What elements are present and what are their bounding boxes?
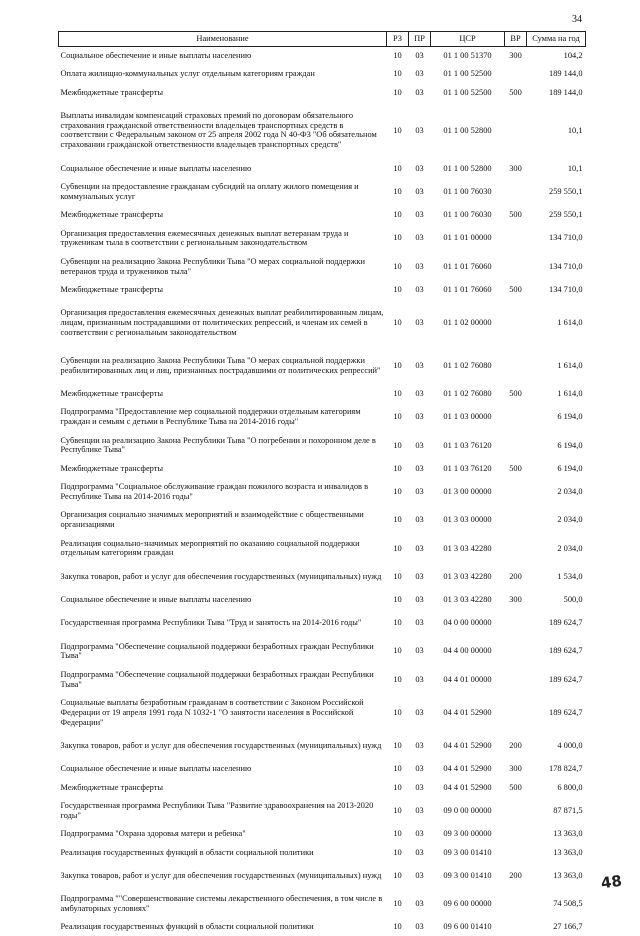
cell-vr: [505, 224, 527, 252]
table-row: [59, 385, 586, 403]
header-pr: ПР: [409, 32, 431, 47]
cell-pr: 03: [409, 460, 431, 478]
cell-name: Социальное обеспечение и иные выплаты населению: [59, 47, 387, 65]
table-row: [59, 281, 586, 299]
cell-vr: [505, 403, 527, 431]
table-row: [59, 299, 586, 347]
cell-csr: 04 4 00 00000: [431, 637, 505, 665]
cell-name: Межбюджетные трансферты: [59, 83, 387, 101]
cell-pr: 03: [409, 890, 431, 918]
cell-csr: 09 6 00 00000: [431, 890, 505, 918]
cell-pr: 03: [409, 403, 431, 431]
cell-pr: 03: [409, 637, 431, 665]
cell-csr: 09 3 00 01410: [431, 862, 505, 890]
cell-rz: 10: [387, 534, 409, 562]
cell-pr: 03: [409, 609, 431, 637]
cell-pr: 03: [409, 347, 431, 385]
cell-rz: 10: [387, 65, 409, 83]
cell-sum: 10,1: [527, 159, 586, 177]
header-name: Наименование: [59, 32, 387, 47]
cell-csr: 01 1 01 00000: [431, 224, 505, 252]
cell-vr: 300: [505, 47, 527, 65]
cell-pr: 03: [409, 563, 431, 591]
cell-sum: 134 710,0: [527, 252, 586, 280]
table-row: [59, 732, 586, 760]
cell-sum: 6 194,0: [527, 460, 586, 478]
cell-name: Субвенции на реализацию Закона Республики Тыва "О мерах социальной поддержки реабилитированных лиц и лиц, признанных пострадавшими от политических репрессий": [59, 347, 387, 385]
table-row: [59, 609, 586, 637]
cell-name: Государственная программа Республики Тыва "Труд и занятость на 2014-2016 годы": [59, 609, 387, 637]
cell-csr: 09 6 00 01410: [431, 918, 505, 936]
table-row: [59, 563, 586, 591]
cell-pr: 03: [409, 178, 431, 206]
cell-rz: 10: [387, 918, 409, 936]
cell-name: Социальные выплаты безработным гражданам в соответствии с Законом Российской Федерации от 19 апреля 1991 года N 1032-1 "О занятости населения в Российской Федерации": [59, 694, 387, 732]
cell-sum: 189 144,0: [527, 83, 586, 101]
table-row: [59, 47, 586, 65]
cell-vr: 200: [505, 732, 527, 760]
cell-csr: 04 4 01 52900: [431, 760, 505, 778]
cell-name: Межбюджетные трансферты: [59, 778, 387, 796]
cell-vr: [505, 609, 527, 637]
cell-vr: [505, 102, 527, 160]
cell-pr: 03: [409, 206, 431, 224]
table-row: [59, 665, 586, 693]
table-row: [59, 918, 586, 936]
cell-sum: 74 508,5: [527, 890, 586, 918]
cell-vr: [505, 797, 527, 825]
cell-pr: 03: [409, 918, 431, 936]
cell-sum: 13 363,0: [527, 825, 586, 843]
cell-pr: 03: [409, 159, 431, 177]
page-number: 34: [572, 14, 582, 25]
cell-pr: 03: [409, 843, 431, 861]
cell-rz: 10: [387, 637, 409, 665]
cell-rz: 10: [387, 862, 409, 890]
cell-rz: 10: [387, 506, 409, 534]
cell-csr: 01 1 03 76120: [431, 431, 505, 459]
cell-sum: 189 624,7: [527, 609, 586, 637]
cell-sum: 178 824,7: [527, 760, 586, 778]
table-row: [59, 178, 586, 206]
table-row: [59, 65, 586, 83]
cell-csr: 01 1 00 52800: [431, 102, 505, 160]
cell-rz: 10: [387, 159, 409, 177]
table-row: [59, 825, 586, 843]
cell-rz: 10: [387, 431, 409, 459]
cell-sum: 189 144,0: [527, 65, 586, 83]
cell-pr: 03: [409, 385, 431, 403]
cell-csr: 01 1 00 51370: [431, 47, 505, 65]
cell-csr: 01 3 03 42280: [431, 591, 505, 609]
cell-name: Выплаты инвалидам компенсаций страховых премий по договорам обязательного страхования гражданской ответственности владельцев транспортных средств в соответствии с Федеральным законом от 25 апреля 2002 года N 40-ФЗ "Об обязательном страховании гражданской ответственности владельцев транспортных средств": [59, 102, 387, 160]
cell-vr: [505, 252, 527, 280]
cell-pr: 03: [409, 431, 431, 459]
table-row: [59, 506, 586, 534]
cell-name: Социальное обеспечение и иные выплаты населению: [59, 760, 387, 778]
cell-vr: [505, 478, 527, 506]
cell-name: Межбюджетные трансферты: [59, 385, 387, 403]
cell-vr: [505, 299, 527, 347]
cell-rz: 10: [387, 694, 409, 732]
cell-pr: 03: [409, 65, 431, 83]
cell-vr: [505, 843, 527, 861]
cell-csr: 01 1 01 76060: [431, 281, 505, 299]
table-row: [59, 347, 586, 385]
cell-name: Подпрограмма "Обеспечение социальной поддержки безработных граждан Республики Тыва": [59, 665, 387, 693]
cell-rz: 10: [387, 206, 409, 224]
cell-pr: 03: [409, 665, 431, 693]
cell-rz: 10: [387, 563, 409, 591]
table-row: [59, 224, 586, 252]
cell-vr: [505, 347, 527, 385]
cell-pr: 03: [409, 591, 431, 609]
cell-rz: 10: [387, 281, 409, 299]
cell-sum: 104,2: [527, 47, 586, 65]
cell-name: Субвенции на реализацию Закона Республики Тыва "О мерах социальной поддержки ветеранов труда и тружеников тыла": [59, 252, 387, 280]
table-header-row: [59, 32, 586, 47]
cell-rz: 10: [387, 102, 409, 160]
header-csr: ЦСР: [431, 32, 505, 47]
table-row: [59, 252, 586, 280]
cell-vr: [505, 825, 527, 843]
cell-sum: 1 614,0: [527, 347, 586, 385]
cell-pr: 03: [409, 252, 431, 280]
cell-rz: 10: [387, 843, 409, 861]
cell-rz: 10: [387, 178, 409, 206]
cell-vr: 500: [505, 206, 527, 224]
cell-name: Социальное обеспечение и иные выплаты населению: [59, 159, 387, 177]
cell-vr: 500: [505, 460, 527, 478]
cell-csr: 01 1 03 00000: [431, 403, 505, 431]
cell-csr: 01 1 00 52500: [431, 65, 505, 83]
cell-pr: 03: [409, 825, 431, 843]
table-row: [59, 159, 586, 177]
cell-csr: 01 1 02 76080: [431, 347, 505, 385]
cell-rz: 10: [387, 385, 409, 403]
cell-csr: 09 0 00 00000: [431, 797, 505, 825]
cell-name: Организация предоставления ежемесячных денежных выплат ветеранам труда и труженикам тыла в соответствии с региональным законодательством: [59, 224, 387, 252]
cell-csr: 04 4 01 52900: [431, 694, 505, 732]
cell-name: Субвенции на реализацию Закона Республики Тыва "О погребении и похоронном деле в Республике Тыва": [59, 431, 387, 459]
cell-sum: 87 871,5: [527, 797, 586, 825]
cell-rz: 10: [387, 591, 409, 609]
cell-csr: 04 4 01 00000: [431, 665, 505, 693]
cell-vr: [505, 431, 527, 459]
cell-vr: [505, 665, 527, 693]
cell-rz: 10: [387, 609, 409, 637]
cell-rz: 10: [387, 299, 409, 347]
cell-name: Межбюджетные трансферты: [59, 206, 387, 224]
cell-csr: 01 3 03 00000: [431, 506, 505, 534]
cell-csr: 01 1 00 52500: [431, 83, 505, 101]
table-row: [59, 102, 586, 160]
cell-name: Организация предоставления ежемесячных денежных выплат реабилитированным лицам, лицам, признанным пострадавшими от политических репрессий, и членам их семей в соответствии с региональным законодательством: [59, 299, 387, 347]
cell-rz: 10: [387, 47, 409, 65]
cell-pr: 03: [409, 862, 431, 890]
cell-csr: 04 0 00 00000: [431, 609, 505, 637]
cell-csr: 01 1 00 76030: [431, 178, 505, 206]
cell-pr: 03: [409, 299, 431, 347]
cell-rz: 10: [387, 252, 409, 280]
cell-sum: 189 624,7: [527, 694, 586, 732]
cell-rz: 10: [387, 224, 409, 252]
header-rz: РЗ: [387, 32, 409, 47]
cell-sum: 189 624,7: [527, 637, 586, 665]
cell-vr: 300: [505, 159, 527, 177]
cell-vr: [505, 890, 527, 918]
cell-sum: 6 800,0: [527, 778, 586, 796]
table-row: [59, 403, 586, 431]
cell-vr: [505, 534, 527, 562]
cell-sum: 1 614,0: [527, 299, 586, 347]
cell-pr: 03: [409, 797, 431, 825]
cell-csr: 01 1 02 00000: [431, 299, 505, 347]
table-row: [59, 797, 586, 825]
cell-csr: 09 3 00 01410: [431, 843, 505, 861]
cell-sum: 1 534,0: [527, 563, 586, 591]
table-row: [59, 637, 586, 665]
cell-pr: 03: [409, 478, 431, 506]
cell-sum: 10,1: [527, 102, 586, 160]
table-row: [59, 591, 586, 609]
cell-rz: 10: [387, 347, 409, 385]
cell-name: Оплата жилищно-коммунальных услуг отдельным категориям граждан: [59, 65, 387, 83]
cell-name: Закупка товаров, работ и услуг для обеспечения государственных (муниципальных) нужд: [59, 563, 387, 591]
cell-csr: 01 1 03 76120: [431, 460, 505, 478]
cell-sum: 189 624,7: [527, 665, 586, 693]
cell-name: Закупка товаров, работ и услуг для обеспечения государственных (муниципальных) нужд: [59, 862, 387, 890]
cell-vr: 500: [505, 385, 527, 403]
table-body: [59, 47, 586, 936]
cell-sum: 259 550,1: [527, 178, 586, 206]
table-row: [59, 431, 586, 459]
cell-pr: 03: [409, 102, 431, 160]
cell-vr: 500: [505, 281, 527, 299]
cell-pr: 03: [409, 534, 431, 562]
cell-name: Межбюджетные трансферты: [59, 460, 387, 478]
cell-name: Подпрограмма "Предоставление мер социальной поддержки отдельным категориям граждан и семьям с детьми в Республике Тыва на 2014-2016 годы": [59, 403, 387, 431]
cell-vr: 300: [505, 760, 527, 778]
cell-name: Организация социально значимых мероприятий и взаимодействие с общественными организациями: [59, 506, 387, 534]
cell-rz: 10: [387, 760, 409, 778]
table-row: [59, 890, 586, 918]
header-sum: Сумма на год: [527, 32, 586, 47]
table-row: [59, 694, 586, 732]
table-row: [59, 760, 586, 778]
cell-csr: 04 4 01 52900: [431, 732, 505, 760]
cell-csr: 01 3 03 42280: [431, 563, 505, 591]
cell-sum: 2 034,0: [527, 506, 586, 534]
cell-name: Субвенции на предоставление гражданам субсидий на оплату жилого помещения и коммунальных услуг: [59, 178, 387, 206]
cell-csr: 04 4 01 52900: [431, 778, 505, 796]
cell-vr: [505, 637, 527, 665]
cell-vr: [505, 918, 527, 936]
cell-name: Государственная программа Республики Тыва "Развитие здравоохранения на 2013-2020 годы": [59, 797, 387, 825]
cell-csr: 01 1 02 76080: [431, 385, 505, 403]
table-row: [59, 206, 586, 224]
cell-vr: 200: [505, 862, 527, 890]
budget-table: [58, 31, 586, 936]
cell-vr: 500: [505, 83, 527, 101]
cell-sum: 1 614,0: [527, 385, 586, 403]
cell-name: Реализация государственных функций в области социальной политики: [59, 843, 387, 861]
cell-pr: 03: [409, 506, 431, 534]
cell-rz: 10: [387, 732, 409, 760]
cell-sum: 500,0: [527, 591, 586, 609]
cell-vr: [505, 65, 527, 83]
table-row: [59, 534, 586, 562]
table-row: [59, 83, 586, 101]
table-row: [59, 862, 586, 890]
cell-rz: 10: [387, 778, 409, 796]
cell-pr: 03: [409, 732, 431, 760]
cell-pr: 03: [409, 224, 431, 252]
cell-name: Подпрограмма ""Совершенствование системы лекарственного обеспечения, в том числе в амбулаторных условиях": [59, 890, 387, 918]
cell-sum: 4 000,0: [527, 732, 586, 760]
cell-rz: 10: [387, 460, 409, 478]
cell-sum: 134 710,0: [527, 281, 586, 299]
cell-name: Подпрограмма "Охрана здоровья матери и ребенка": [59, 825, 387, 843]
table-row: [59, 843, 586, 861]
cell-rz: 10: [387, 797, 409, 825]
cell-name: Подпрограмма "Обеспечение социальной поддержки безработных граждан Республики Тыва": [59, 637, 387, 665]
cell-sum: 134 710,0: [527, 224, 586, 252]
cell-vr: [505, 506, 527, 534]
cell-name: Межбюджетные трансферты: [59, 281, 387, 299]
cell-vr: 300: [505, 591, 527, 609]
cell-sum: 6 194,0: [527, 403, 586, 431]
cell-vr: [505, 694, 527, 732]
cell-csr: 01 1 01 76060: [431, 252, 505, 280]
cell-pr: 03: [409, 778, 431, 796]
cell-name: Подпрограмма "Социальное обслуживание граждан пожилого возраста и инвалидов в Республике Тыва на 2014-2016 годы": [59, 478, 387, 506]
table-row: [59, 460, 586, 478]
cell-pr: 03: [409, 281, 431, 299]
cell-name: Реализация социально-значимых мероприятий по оказанию социальной поддержки отдельным категориям граждан: [59, 534, 387, 562]
header-vr: ВР: [505, 32, 527, 47]
cell-vr: 200: [505, 563, 527, 591]
cell-rz: 10: [387, 665, 409, 693]
cell-pr: 03: [409, 47, 431, 65]
cell-csr: 01 3 00 00000: [431, 478, 505, 506]
cell-rz: 10: [387, 478, 409, 506]
cell-sum: 6 194,0: [527, 431, 586, 459]
cell-vr: 500: [505, 778, 527, 796]
cell-csr: 01 1 00 52800: [431, 159, 505, 177]
table-row: [59, 778, 586, 796]
cell-sum: 27 166,7: [527, 918, 586, 936]
handwritten-page-mark: 48: [600, 872, 623, 893]
cell-sum: 259 550,1: [527, 206, 586, 224]
cell-rz: 10: [387, 403, 409, 431]
cell-rz: 10: [387, 83, 409, 101]
table-row: [59, 478, 586, 506]
cell-sum: 13 363,0: [527, 843, 586, 861]
cell-sum: 2 034,0: [527, 534, 586, 562]
cell-csr: 01 3 03 42280: [431, 534, 505, 562]
cell-rz: 10: [387, 825, 409, 843]
cell-csr: 09 3 00 00000: [431, 825, 505, 843]
cell-pr: 03: [409, 83, 431, 101]
cell-sum: 2 034,0: [527, 478, 586, 506]
cell-rz: 10: [387, 890, 409, 918]
cell-name: Реализация государственных функций в области социальной политики: [59, 918, 387, 936]
cell-pr: 03: [409, 694, 431, 732]
cell-csr: 01 1 00 76030: [431, 206, 505, 224]
cell-sum: 13 363,0: [527, 862, 586, 890]
cell-vr: [505, 178, 527, 206]
cell-pr: 03: [409, 760, 431, 778]
cell-name: Закупка товаров, работ и услуг для обеспечения государственных (муниципальных) нужд: [59, 732, 387, 760]
cell-name: Социальное обеспечение и иные выплаты населению: [59, 591, 387, 609]
